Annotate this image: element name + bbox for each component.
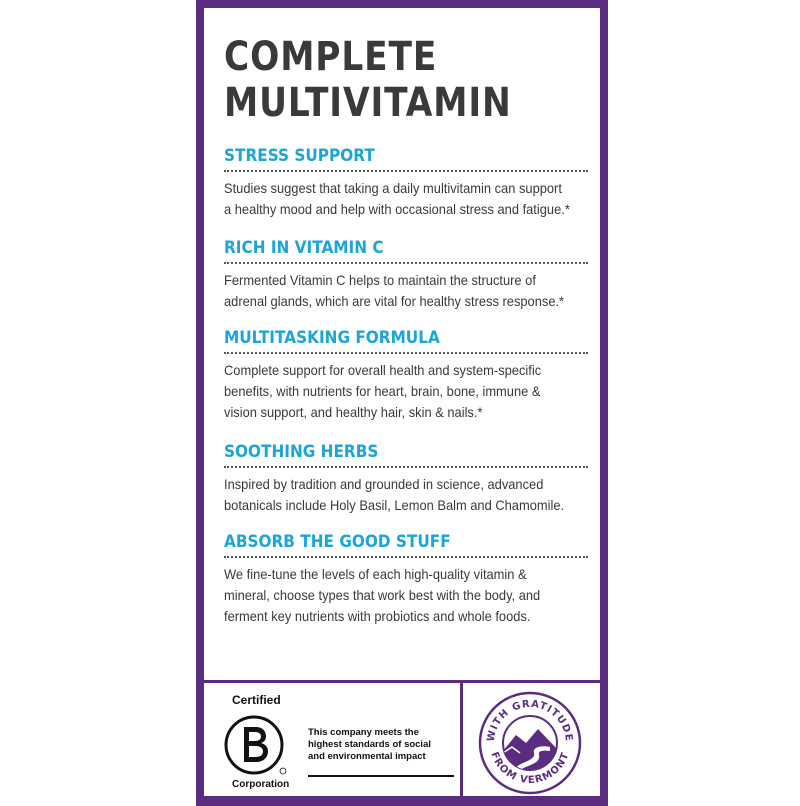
section-heading: SOOTHING HERBS bbox=[224, 442, 379, 462]
body-line: ferment key nutrients with probiotics and whole foods. bbox=[224, 608, 531, 624]
seal-top-text: WITH GRATITUDE bbox=[485, 698, 575, 743]
section-soothing-herbs bbox=[224, 442, 592, 516]
vermont-seal-icon bbox=[476, 689, 584, 797]
tagline-line: and environmental impact bbox=[308, 751, 426, 762]
b-corp-certification bbox=[212, 693, 452, 793]
tagline-line: highest standards of social bbox=[308, 739, 431, 750]
body-line: vision support, and healthy hair, skin & nails.* bbox=[224, 404, 483, 420]
footer-divider bbox=[460, 683, 463, 799]
label-panel bbox=[196, 0, 608, 806]
section-body bbox=[224, 474, 587, 516]
body-line: benefits, with nutrients for heart, brain, bone, immune & bbox=[224, 383, 541, 399]
body-line: Studies suggest that taking a daily multivitamin can support bbox=[224, 180, 562, 196]
dotted-divider bbox=[224, 466, 588, 468]
section-multitasking-formula bbox=[224, 328, 592, 423]
b-corp-tagline bbox=[308, 727, 458, 763]
title-line-1: COMPLETE bbox=[224, 34, 438, 80]
body-line: We fine-tune the levels of each high-quality vitamin & bbox=[224, 566, 527, 582]
label-footer bbox=[204, 680, 600, 799]
body-line: botanicals include Holy Basil, Lemon Balm and Chamomile. bbox=[224, 497, 565, 513]
section-rich-in-vitamin-c bbox=[224, 238, 592, 312]
corporation-label: Corporation bbox=[232, 779, 290, 790]
tagline-underline bbox=[308, 775, 454, 777]
section-heading: ABSORB THE GOOD STUFF bbox=[224, 532, 451, 552]
section-absorb-the-good-stuff bbox=[224, 532, 592, 627]
section-heading: STRESS SUPPORT bbox=[224, 146, 375, 166]
section-stress-support bbox=[224, 146, 592, 220]
body-line: Inspired by tradition and grounded in science, advanced bbox=[224, 476, 544, 492]
body-line: Complete support for overall health and system-specific bbox=[224, 362, 542, 378]
b-corp-logo-icon bbox=[220, 711, 300, 779]
body-line: adrenal glands, which are vital for healthy stress response.* bbox=[224, 293, 565, 309]
section-body bbox=[224, 270, 587, 312]
body-line: Fermented Vitamin C helps to maintain the structure of bbox=[224, 272, 536, 288]
dotted-divider bbox=[224, 262, 588, 264]
section-body bbox=[224, 178, 587, 220]
body-line: a healthy mood and help with occasional stress and fatigue.* bbox=[224, 201, 570, 217]
section-body bbox=[224, 564, 587, 627]
dotted-divider bbox=[224, 170, 588, 172]
section-heading: RICH IN VITAMIN C bbox=[224, 238, 384, 258]
title-line-2: MULTIVITAMIN bbox=[224, 80, 512, 126]
certified-label: Certified bbox=[232, 693, 281, 707]
section-body bbox=[224, 360, 587, 423]
dotted-divider bbox=[224, 556, 588, 558]
body-line: mineral, choose types that work best with the body, and bbox=[224, 587, 541, 603]
tagline-line: This company meets the bbox=[308, 727, 419, 738]
dotted-divider bbox=[224, 352, 588, 354]
section-heading: MULTITASKING FORMULA bbox=[224, 328, 440, 348]
seal-bottom-text: FROM VERMONT bbox=[488, 750, 572, 787]
product-title bbox=[224, 34, 512, 126]
